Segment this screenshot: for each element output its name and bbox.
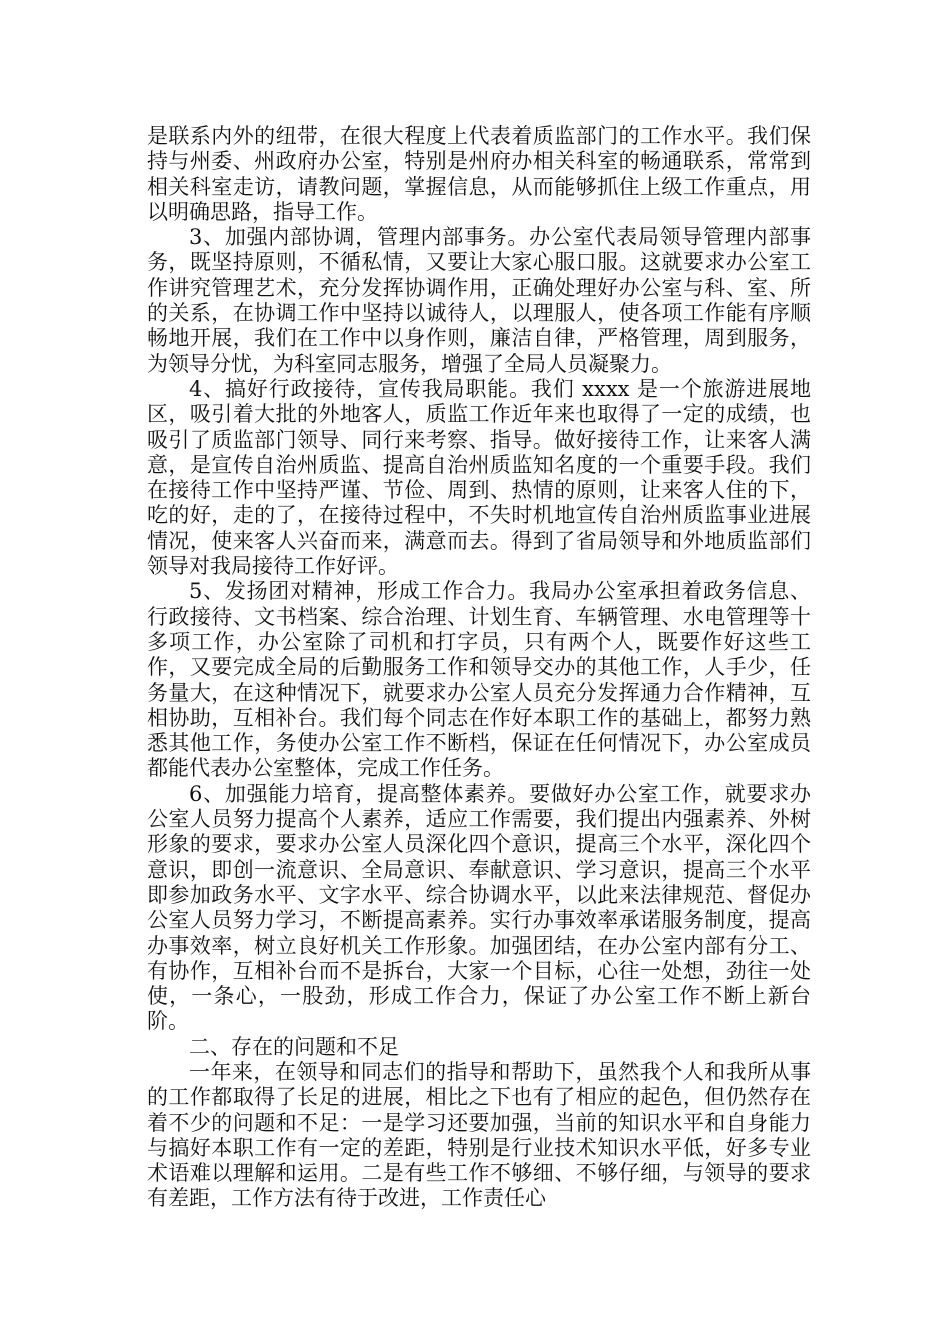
paragraph-item-6: 6、加强能力培育，提高整体素养。要做好办公室工作，就要求办公室人员努力提高个人素养，适应工作需要，我们提出内强素养、外树形象的要求，要求办公室人员深化四个意识，提高三个水平，深化四个意识，即创一流意识、全局意识、奉献意识、学习意识，提高三个水平即参加政务水平、文字水平、综合协调水平，以此来法律规范、督促办公室人员努力学习，不断提高素养。实行办事效率承诺服务制度，提高办事效率，树立良好机关工作形象。加强团结，在办公室内部有分工、有协作，互相补台而不是拆台，大家一个目标，心往一处想，劲往一处使，一条心，一股劲，形成工作合力，保证了办公室工作不断上新台阶。	[147, 781, 811, 1034]
document-body	[147, 124, 811, 1212]
paragraph-problems-body: 一年来，在领导和同志们的指导和帮助下，虽然我个人和我所从事的工作都取得了长足的进展，相比之下也有了相应的起色，但仍然存在着不少的问题和不足：一是学习还要加强，当前的知识水平和自身能力与搞好本职工作有一定的差距，特别是行业技术知识水平低，好多专业术语难以理解和运用。二是有些工作不够细、不够仔细，与领导的要求有差距，工作方法有待于改进，工作责任心	[147, 1059, 811, 1211]
paragraph-continuation: 是联系内外的纽带，在很大程度上代表着质监部门的工作水平。我们保持与州委、州政府办公室，特别是州府办相关科室的畅通联系，常常到相关科室走访，请教问题，掌握信息，从而能够抓住上级工作重点，用以明确思路，指导工作。	[147, 124, 811, 224]
paragraph-item-3: 3、加强内部协调，管理内部事务。办公室代表局领导管理内部事务，既坚持原则，不循私情，又要让大家心服口服。这就要求办公室工作讲究管理艺术，充分发挥协调作用，正确处理好办公室与科、室、所的关系，在协调工作中坚持以诚待人，以理服人，使各项工作能有序顺畅地开展，我们在工作中以身作则，廉洁自律，严格管理，周到服务，为领导分忧，为科室同志服务，增强了全局人员凝聚力。	[147, 225, 811, 376]
paragraph-item-4: 4、搞好行政接待，宣传我局职能。我们 xxxx 是一个旅游进展地区，吸引着大批的外地客人，质监工作近年来也取得了一定的成绩，也吸引了质监部门领导、同行来考察、指导。做好接待工作，让来客人满意，是宣传自治州质监、提高自治州质监知名度的一个重要手段。我们在接待工作中坚持严谨、节俭、周到、热情的原则，让来客人住的下，吃的好，走的了，在接待过程中，不失时机地宣传自治州质监事业进展情况，使来客人兴奋而来，满意而去。得到了省局领导和外地质监部们领导对我局接待工作好评。	[147, 376, 811, 579]
paragraph-item-5: 5、发扬团对精神，形成工作合力。我局办公室承担着政务信息、行政接待、文书档案、综合治理、计划生育、车辆管理、水电管理等十多项工作，办公室除了司机和打字员，只有两个人，既要作好这些工作，又要完成全局的后勤服务工作和领导交办的其他工作，人手少，任务量大，在这种情况下，就要求办公室人员充分发挥通力合作精神，互相协助，互相补台。我们每个同志在作好本职工作的基础上，都努力熟悉其他工作，务使办公室工作不断档，保证在任何情况下，办公室成员都能代表办公室整体，完成工作任务。	[147, 579, 811, 781]
section-heading-problems: 二、存在的问题和不足	[189, 1034, 399, 1059]
